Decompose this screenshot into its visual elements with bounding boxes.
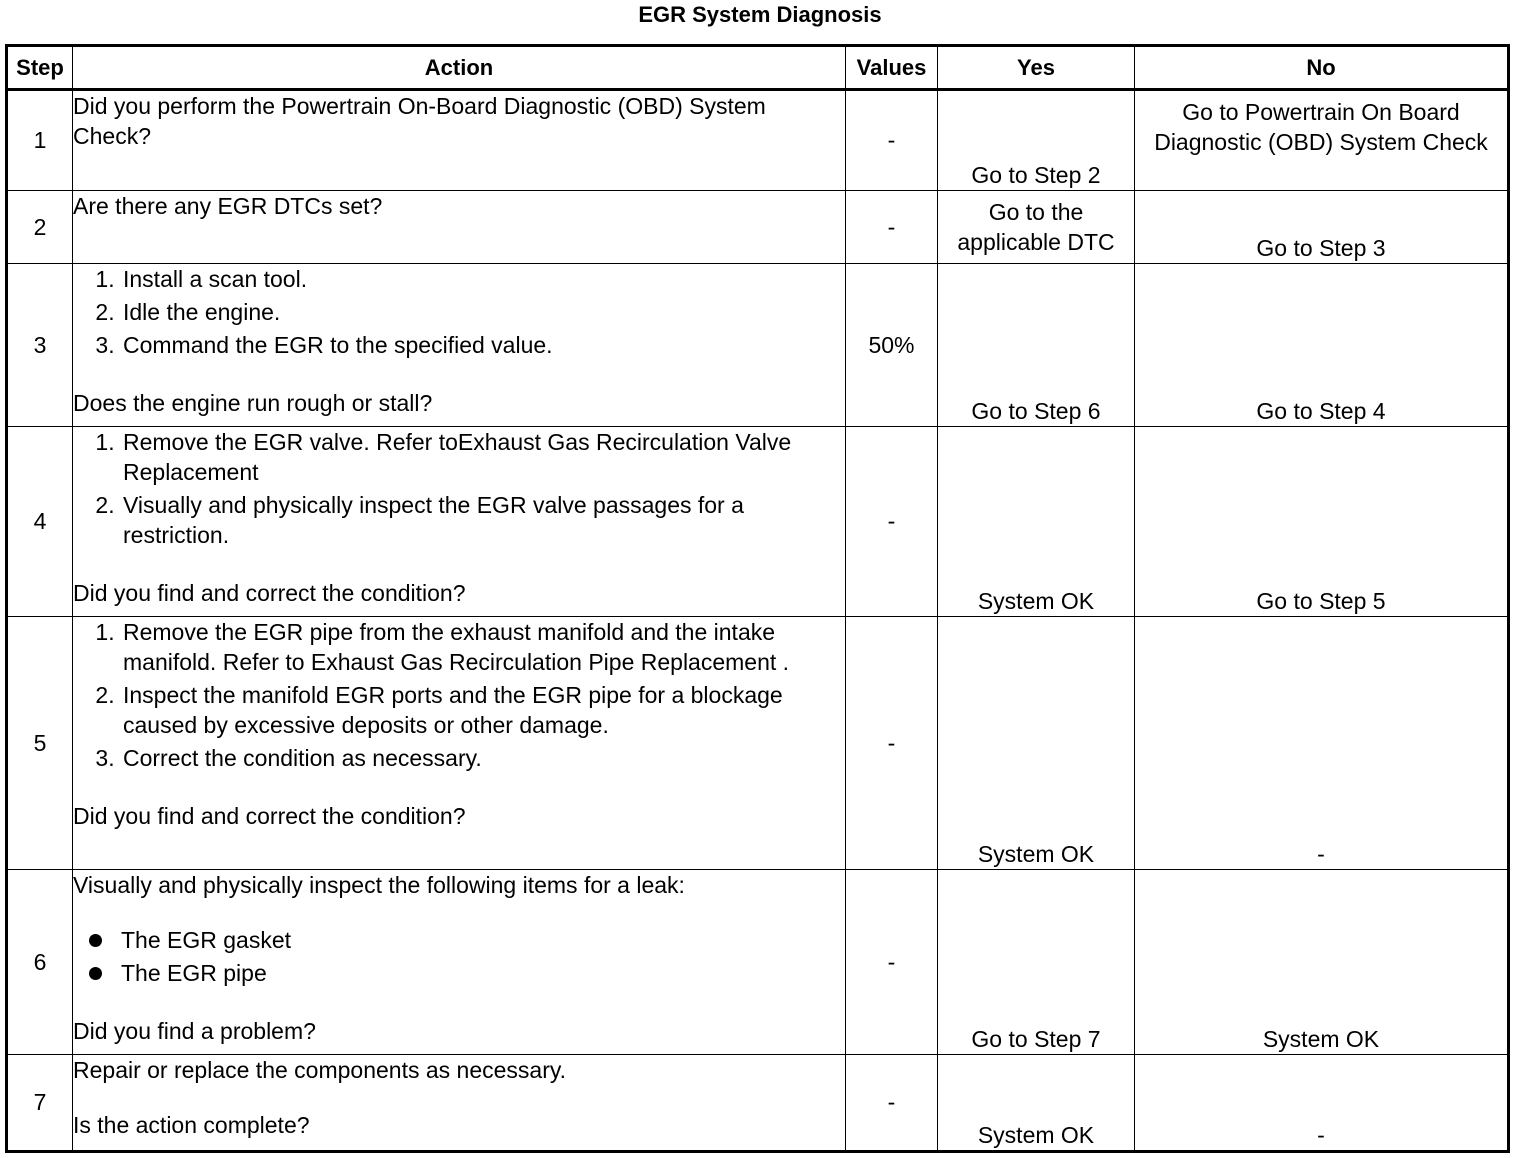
- action-cell: [73, 90, 846, 191]
- list-item: 1. Install a scan tool.: [121, 264, 845, 294]
- values-cell: -: [846, 870, 938, 1055]
- values-cell: -: [846, 191, 938, 264]
- action-cell: [73, 264, 846, 427]
- yes-cell: Go to Step 2: [938, 90, 1135, 191]
- values-cell: 50%: [846, 264, 938, 427]
- step-number: 1: [7, 90, 73, 191]
- action-cell: [73, 617, 846, 870]
- header-action: Action: [73, 46, 846, 90]
- yes-cell: System OK: [938, 617, 1135, 870]
- table-row: [7, 191, 1509, 264]
- action-question: Is the action complete?: [73, 1112, 310, 1138]
- diagnosis-table: [5, 44, 1510, 1153]
- table-row: [7, 870, 1509, 1055]
- list-item: [121, 958, 845, 988]
- action-cell: [73, 870, 846, 1055]
- no-cell: Go to Step 5: [1135, 427, 1509, 617]
- list-item: [121, 925, 845, 955]
- values-cell: -: [846, 617, 938, 870]
- action-text: Are there any EGR DTCs set?: [73, 193, 383, 219]
- no-cell: Go to Step 3: [1135, 191, 1509, 264]
- no-cell: -: [1135, 1055, 1509, 1152]
- yes-cell: Go to Step 7: [938, 870, 1135, 1055]
- step-number: 6: [7, 870, 73, 1055]
- action-cell: [73, 1055, 846, 1152]
- yes-cell: Go to the applicable DTC: [938, 191, 1135, 264]
- list-item: 2. Inspect the manifold EGR ports and the EGR pipe for a blockage caused by excessive deposits or other damage.: [121, 680, 845, 740]
- yes-cell: System OK: [938, 1055, 1135, 1152]
- yes-cell: System OK: [938, 427, 1135, 617]
- table-row: [7, 1055, 1509, 1152]
- step-number: 7: [7, 1055, 73, 1152]
- no-cell: -: [1135, 617, 1509, 870]
- header-no: No: [1135, 46, 1509, 90]
- header-values: Values: [846, 46, 938, 90]
- action-question: Did you find a problem?: [73, 1018, 316, 1044]
- no-cell: Go to Step 4: [1135, 264, 1509, 427]
- action-cell: [73, 191, 846, 264]
- header-step: Step: [7, 46, 73, 90]
- page-title: EGR System Diagnosis: [638, 2, 882, 27]
- values-cell: -: [846, 427, 938, 617]
- values-cell: -: [846, 90, 938, 191]
- table-row: [7, 617, 1509, 870]
- no-cell: Go to Powertrain On Board Diagnostic (OBD) System Check: [1135, 90, 1509, 191]
- bullet-icon: [89, 967, 102, 980]
- action-steps: [73, 264, 845, 360]
- list-item: 2. Visually and physically inspect the EGR valve passages for a restriction.: [121, 490, 845, 550]
- list-item: 3. Command the EGR to the specified value.: [121, 330, 845, 360]
- step-number: 5: [7, 617, 73, 870]
- action-question: Did you find and correct the condition?: [73, 803, 466, 829]
- action-text: Visually and physically inspect the following items for a leak:: [73, 872, 685, 898]
- action-cell: [73, 427, 846, 617]
- values-cell: -: [846, 1055, 938, 1152]
- no-cell: System OK: [1135, 870, 1509, 1055]
- list-item: 1. Remove the EGR pipe from the exhaust manifold and the intake manifold. Refer to Exhaust Gas Recirculation Pipe Replacement .: [121, 617, 845, 677]
- action-text: Did you perform the Powertrain On-Board Diagnostic (OBD) System Check?: [73, 93, 766, 149]
- header-yes: Yes: [938, 46, 1135, 90]
- bullet-text: The EGR gasket: [121, 927, 292, 953]
- action-text: Repair or replace the components as necessary.: [73, 1057, 567, 1083]
- table-row: [7, 264, 1509, 427]
- step-number: 4: [7, 427, 73, 617]
- action-bullets: [73, 925, 845, 988]
- action-question: Did you find and correct the condition?: [73, 580, 466, 606]
- step-number: 3: [7, 264, 73, 427]
- list-item: 3. Correct the condition as necessary.: [121, 743, 845, 773]
- action-steps: [73, 427, 845, 550]
- list-item: 2. Idle the engine.: [121, 297, 845, 327]
- step-number: 2: [7, 191, 73, 264]
- table-row: [7, 90, 1509, 191]
- table-row: [7, 427, 1509, 617]
- bullet-icon: [89, 934, 102, 947]
- header-row: [7, 46, 1509, 90]
- list-item: 1. Remove the EGR valve. Refer toExhaust Gas Recirculation Valve Replacement: [121, 427, 845, 487]
- yes-cell: Go to Step 6: [938, 264, 1135, 427]
- bullet-text: The EGR pipe: [121, 960, 267, 986]
- action-question: Does the engine run rough or stall?: [73, 390, 433, 416]
- action-steps: [73, 617, 845, 773]
